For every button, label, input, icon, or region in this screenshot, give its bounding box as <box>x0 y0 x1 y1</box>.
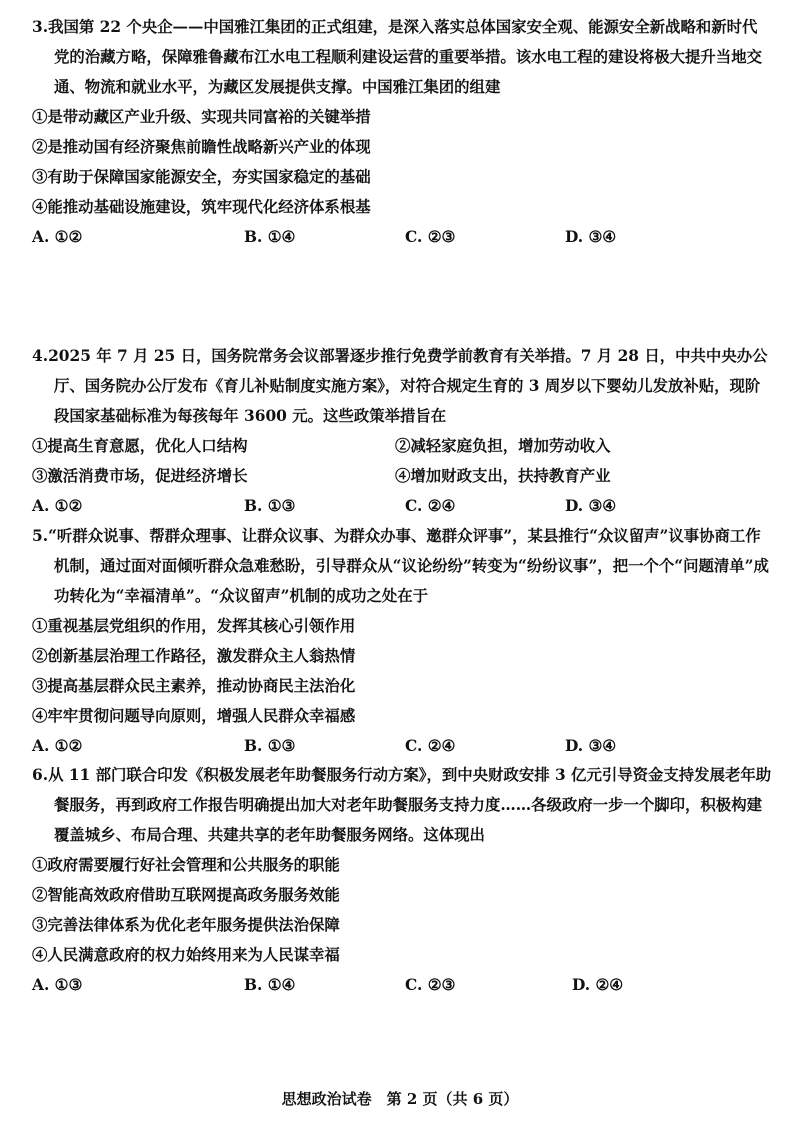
choice-a: A. ①② <box>32 737 83 755</box>
option-1: ①提高生育意愿，优化人口结构 <box>32 437 248 455</box>
question-3 <box>32 12 772 252</box>
question-4 <box>32 341 772 521</box>
option-3: ③激活消费市场，促进经济增长 <box>32 467 248 485</box>
question-stem: 从 11 部门联合印发《积极发展老年助餐服务行动方案》，到中央财政安排 3 亿元引导资金支持发展老年助餐服务，再到政府工作报告明确提出加大对老年助餐服务支持力度……各级政府一步一个脚印，积极构建覆盖城乡、布局合理、共建共享的老年助餐服务网络。这体现出 <box>48 766 772 844</box>
choice-b: B. ①③ <box>244 497 296 515</box>
option-3: ③有助于保障国家能源安全，夯实国家稳定的基础 <box>32 168 371 186</box>
option-4: ④人民满意政府的权力始终用来为人民谋幸福 <box>32 946 340 964</box>
answer-choices <box>32 970 772 1000</box>
option-2: ②智能高效政府借助互联网提高政务服务效能 <box>32 886 340 904</box>
answer-choices <box>32 222 772 252</box>
option-4: ④牢牢贯彻问题导向原则，增强人民群众幸福感 <box>32 707 356 725</box>
question-stem: 我国第 22 个央企——中国雅江集团的正式组建，是深入落实总体国家安全观、能源安全新战略和新时代党的治藏方略，保障雅鲁藏布江水电工程顺利建设运营的重要举措。该水电工程的建设将极大提升当地交通、物流和就业水平，为藏区发展提供支撑。中国雅江集团的组建 <box>48 18 762 96</box>
question-stem: “听群众说事、帮群众理事、让群众议事、为群众办事、邀群众评事”，某县推行“众议留声”议事协商工作机制，通过面对面倾听群众急难愁盼，引导群众从“议论纷纷”转变为“纷纷议事”，把一个个“问题清单”成功转化为“幸福清单”。“众议留声”机制的成功之处在于 <box>48 527 769 605</box>
answer-choices <box>32 491 772 521</box>
option-3: ③提高基层群众民主素养，推动协商民主法治化 <box>32 677 356 695</box>
question-5 <box>32 521 772 761</box>
question-number: 4. <box>32 347 49 365</box>
option-2: ②创新基层治理工作路径，激发群众主人翁热情 <box>32 647 356 665</box>
choice-b: B. ①④ <box>244 228 296 246</box>
question-number: 6. <box>32 766 49 784</box>
question-number: 5. <box>32 527 49 545</box>
option-4: ④增加财政支出，扶持教育产业 <box>395 467 611 485</box>
choice-c: C. ②③ <box>405 228 456 246</box>
choice-c: C. ②④ <box>405 497 456 515</box>
choice-c: C. ②④ <box>405 737 456 755</box>
option-4: ④能推动基础设施建设，筑牢现代化经济体系根基 <box>32 198 371 216</box>
choice-a: A. ①③ <box>32 976 83 994</box>
choice-d: D. ②④ <box>572 976 624 994</box>
choice-d: D. ③④ <box>565 737 617 755</box>
choice-b: B. ①④ <box>244 976 296 994</box>
option-1: ①政府需要履行好社会管理和公共服务的职能 <box>32 856 340 874</box>
option-2: ②减轻家庭负担，增加劳动收入 <box>395 437 611 455</box>
option-2: ②是推动国有经济聚焦前瞻性战略新兴产业的体现 <box>32 138 371 156</box>
choice-a: A. ①② <box>32 228 83 246</box>
choice-d: D. ③④ <box>565 228 617 246</box>
option-1: ①重视基层党组织的作用，发挥其核心引领作用 <box>32 617 356 635</box>
question-stem: 2025 年 7 月 25 日，国务院常务会议部署逐步推行免费学前教育有关举措。7 月 28 日，中共中央办公厅、国务院办公厅发布《育儿补贴制度实施方案》，对符合规定生育的 3 周岁以下婴幼儿发放补贴，现阶段国家基础标准为每孩每年 3600 元。这些政策举措旨在 <box>48 347 768 425</box>
option-1: ①是带动藏区产业升级、实现共同富裕的关键举措 <box>32 108 371 126</box>
page-footer: 思想政治试卷 第 2 页（共 6 页） <box>281 1090 519 1108</box>
choice-b: B. ①③ <box>244 737 296 755</box>
question-6 <box>32 760 772 1000</box>
choice-c: C. ②③ <box>405 976 456 994</box>
answer-choices <box>32 731 772 761</box>
choice-a: A. ①② <box>32 497 83 515</box>
question-number: 3. <box>32 18 49 36</box>
option-3: ③完善法律体系为优化老年服务提供法治保障 <box>32 916 340 934</box>
choice-d: D. ③④ <box>565 497 617 515</box>
